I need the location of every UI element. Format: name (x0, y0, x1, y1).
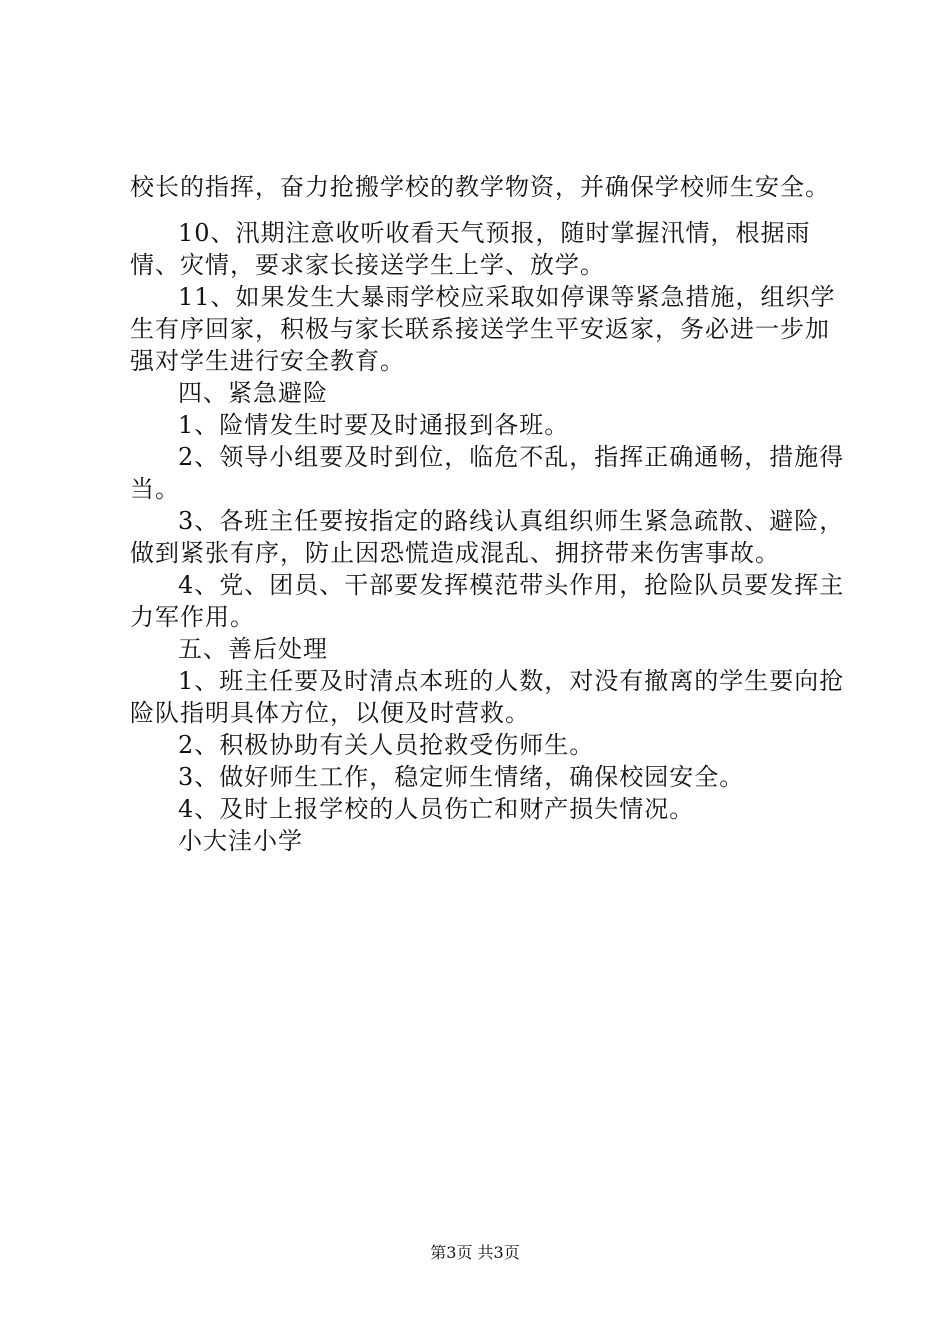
paragraph-aftermath-4: 4、及时上报学校的人员伤亡和财产损失情况。 (178, 795, 695, 823)
paragraph-emergency-3: 3、各班主任要按指定的路线认真组织师生紧急疏散、避险，做到紧张有序，防止因恐慌造成混乱、拥挤带来伤害事故。 (130, 507, 845, 567)
paragraph-item-11: 11、如果发生大暴雨学校应采取如停课等紧急措施，组织学生有序回家，积极与家长联系接送学生平安返家，务必进一步加强对学生进行安全教育。 (130, 283, 836, 375)
section-heading-emergency: 四、紧急避险 (178, 379, 328, 407)
paragraph-emergency-2: 2、领导小组要及时到位，临危不乱，指挥正确通畅，措施得当。 (130, 443, 845, 503)
page-number-label: 第3页 共3页 (430, 1243, 520, 1262)
paragraph-emergency-4: 4、党、团员、干部要发挥模范带头作用，抢险队员要发挥主力军作用。 (130, 571, 845, 631)
paragraph-aftermath-1: 1、班主任要及时清点本班的人数，对没有撤离的学生要向抢险队指明具体方位，以便及时营救。 (130, 667, 845, 727)
document-body (130, 171, 850, 857)
section-heading-aftermath: 五、善后处理 (178, 635, 328, 663)
paragraph-continued: 校长的指挥，奋力抢搬学校的教学物资，并确保学校师生安全。 (130, 173, 830, 201)
paragraph-aftermath-3: 3、做好师生工作，稳定师生情绪，确保校园安全。 (178, 763, 745, 791)
page-footer (0, 1243, 950, 1263)
signature: 小大洼小学 (178, 827, 303, 855)
paragraph-item-10: 10、汛期注意收听收看天气预报，随时掌握汛情，根据雨情、灾情，要求家长接送学生上学、放学。 (130, 219, 811, 279)
paragraph-emergency-1: 1、险情发生时要及时通报到各班。 (178, 411, 570, 439)
paragraph-aftermath-2: 2、积极协助有关人员抢救受伤师生。 (178, 731, 595, 759)
